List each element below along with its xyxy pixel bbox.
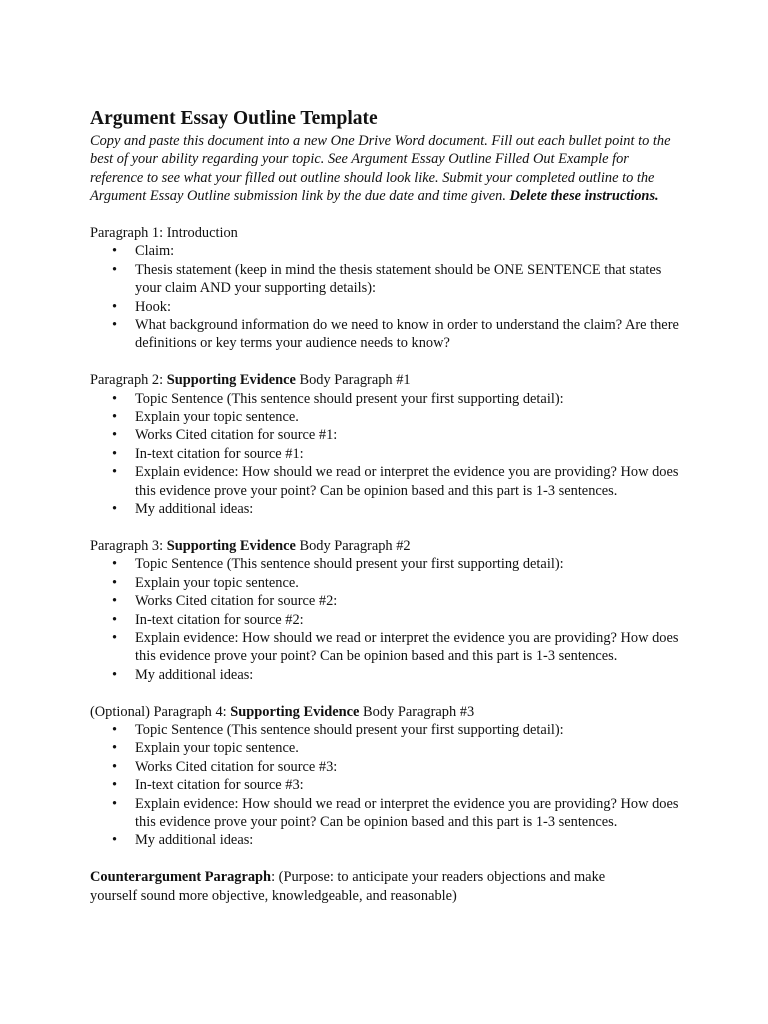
paragraph-4-list — [90, 721, 690, 850]
counterargument-paragraph — [90, 868, 650, 905]
list-item — [90, 463, 680, 500]
counterargument-heading: Counterargument Paragraph — [90, 869, 272, 886]
bullet-icon: • — [112, 593, 118, 610]
list-item-text: Hook: — [135, 298, 171, 315]
list-item-text: In-text citation for source #1: — [135, 445, 304, 462]
list-item-text: Claim: — [135, 243, 175, 260]
heading-prefix: (Optional) Paragraph 4: — [90, 703, 231, 720]
list-item — [90, 831, 680, 849]
list-item-text: My additional ideas: — [135, 666, 254, 683]
list-item-text: Works Cited citation for source #1: — [135, 427, 338, 444]
list-item — [90, 795, 680, 832]
list-item-text: Explain evidence: How should we read or interpret the evidence you are providing? How does this evidence prove your point? Can be opinion based and this part is 1-3 sentences. — [135, 795, 679, 830]
heading-suffix: Body Paragraph #1 — [295, 372, 411, 389]
bullet-icon: • — [112, 317, 118, 334]
bullet-icon: • — [112, 611, 118, 628]
list-item — [90, 611, 680, 629]
list-item — [90, 592, 680, 610]
bullet-icon: • — [112, 574, 118, 591]
list-item-text: Explain evidence: How should we read or interpret the evidence you are providing? How does this evidence prove your point? Can be opinion based and this part is 1-3 sentences. — [135, 464, 679, 499]
bullet-icon: • — [112, 629, 118, 646]
heading-bold: Supporting Evidence — [166, 372, 296, 389]
list-item — [90, 758, 680, 776]
list-item-text: Works Cited citation for source #2: — [135, 593, 338, 610]
list-item — [90, 629, 680, 666]
list-item-text: Works Cited citation for source #3: — [135, 758, 338, 775]
instructions-paragraph — [90, 132, 680, 206]
paragraph-1-list — [90, 242, 690, 352]
list-item-text: What background information do we need to know in order to understand the claim? Are there definitions or key terms your audience needs to know? — [135, 317, 679, 352]
bullet-icon: • — [112, 427, 118, 444]
counterargument-text: : (Purpose: to anticipate your readers objections and make yourself sound more objective, knowledgeable, and reasonable) — [90, 869, 606, 904]
list-item-text: My additional ideas: — [135, 832, 254, 849]
list-item-text: Thesis statement (keep in mind the thesis statement should be ONE SENTENCE that states your claim AND your supporting details): — [135, 261, 662, 297]
bullet-icon: • — [112, 445, 118, 462]
heading-bold: Supporting Evidence — [166, 537, 296, 554]
list-item-text: Explain your topic sentence. — [135, 740, 299, 757]
heading-suffix: Body Paragraph #2 — [295, 537, 411, 554]
paragraph-3-heading — [90, 537, 690, 555]
paragraph-2-list — [90, 390, 690, 519]
list-item — [90, 426, 680, 444]
paragraph-1-heading: Paragraph 1: Introduction — [90, 225, 238, 242]
list-item — [90, 776, 680, 794]
list-item-text: Topic Sentence (This sentence should present your first supporting detail): — [135, 721, 564, 738]
list-item-text: In-text citation for source #3: — [135, 777, 304, 794]
bullet-icon: • — [112, 390, 118, 407]
bullet-icon: • — [112, 758, 118, 775]
bullet-icon: • — [112, 261, 118, 278]
bullet-icon: • — [112, 721, 118, 738]
list-item — [90, 242, 680, 260]
document-page — [90, 106, 690, 919]
list-item-text: My additional ideas: — [135, 501, 254, 518]
list-item — [90, 261, 680, 298]
bullet-icon: • — [112, 464, 118, 481]
bullet-icon: • — [112, 501, 118, 518]
list-item — [90, 574, 680, 592]
heading-bold: Supporting Evidence — [230, 703, 360, 720]
list-item — [90, 721, 680, 739]
list-item — [90, 666, 680, 684]
bullet-icon: • — [112, 243, 118, 260]
list-item — [90, 316, 680, 353]
paragraph-2-section — [90, 371, 690, 518]
paragraph-4-heading — [90, 703, 690, 721]
list-item-text: Explain your topic sentence. — [135, 574, 299, 591]
bullet-icon: • — [112, 556, 118, 573]
list-item — [90, 298, 680, 316]
bullet-icon: • — [112, 795, 118, 812]
list-item — [90, 739, 680, 757]
paragraph-4-section — [90, 703, 690, 850]
instructions-delete-note: Delete these instructions. — [509, 188, 659, 205]
heading-prefix: Paragraph 2: — [90, 372, 167, 389]
instructions-text: Copy and paste this document into a new One Drive Word document. Fill out each bullet point to the best of your ability regarding your topic. See Argument Essay Outline Filled Out Example for reference to see what your filled out outline should look like. Submit your completed outline to the Argument Essay Outline submission link by the due date and time given. — [90, 133, 671, 205]
bullet-icon: • — [112, 740, 118, 757]
heading-suffix: Body Paragraph #3 — [359, 703, 475, 720]
document-title: Argument Essay Outline Template — [90, 108, 378, 129]
paragraph-3-section — [90, 537, 690, 684]
bullet-icon: • — [112, 832, 118, 849]
bullet-icon: • — [112, 409, 118, 426]
list-item — [90, 445, 680, 463]
list-item-text: Explain your topic sentence. — [135, 409, 299, 426]
list-item — [90, 555, 680, 573]
list-item-text: Topic Sentence (This sentence should present your first supporting detail): — [135, 390, 564, 407]
heading-prefix: Paragraph 3: — [90, 537, 167, 554]
bullet-icon: • — [112, 666, 118, 683]
bullet-icon: • — [112, 298, 118, 315]
paragraph-1-section — [90, 224, 690, 353]
list-item — [90, 500, 680, 518]
list-item-text: In-text citation for source #2: — [135, 611, 304, 628]
list-item-text: Explain evidence: How should we read or interpret the evidence you are providing? How does this evidence prove your point? Can be opinion based and this part is 1-3 sentences. — [135, 629, 679, 665]
bullet-icon: • — [112, 777, 118, 794]
list-item-text: Topic Sentence (This sentence should present your first supporting detail): — [135, 556, 564, 573]
list-item — [90, 408, 680, 426]
list-item — [90, 390, 680, 408]
paragraph-3-list — [90, 555, 690, 684]
paragraph-2-heading — [90, 371, 690, 389]
